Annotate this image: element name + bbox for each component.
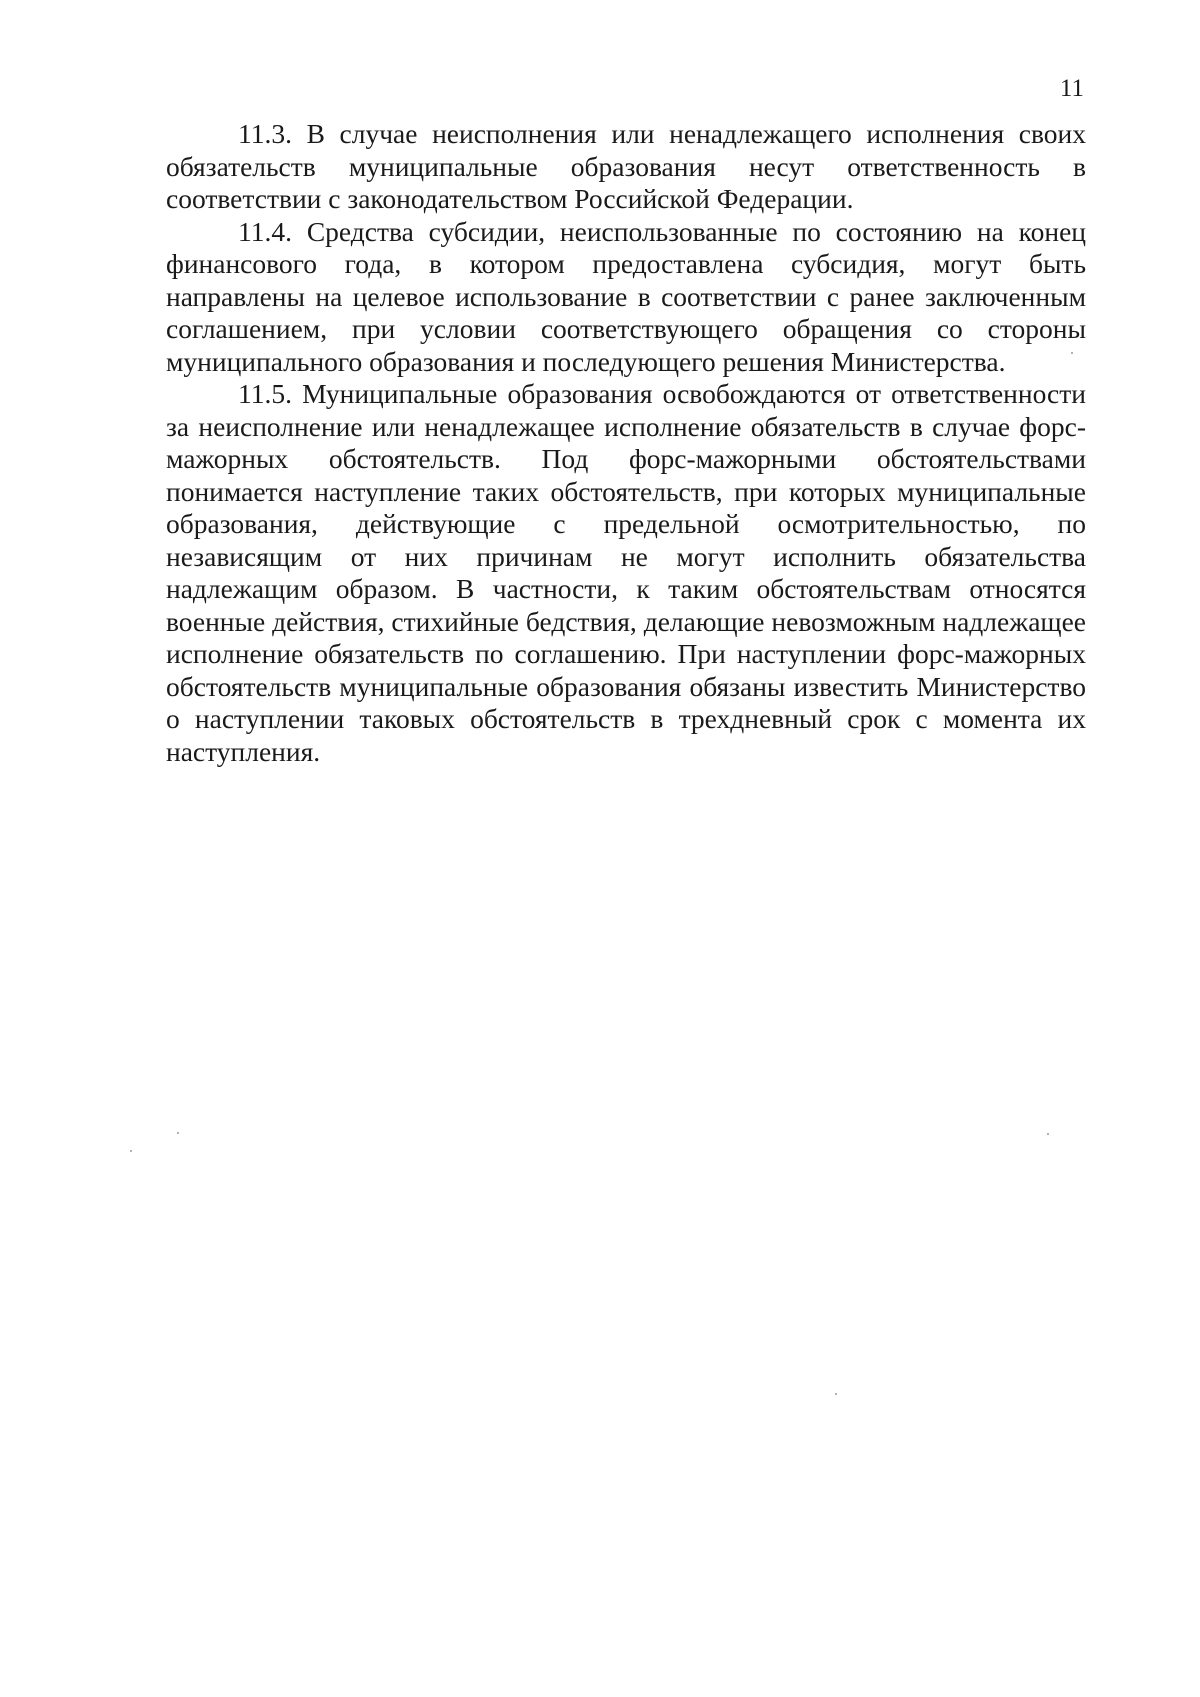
scan-speck bbox=[130, 1150, 132, 1152]
paragraph-11-5: 11.5. Муниципальные образования освобождаются от ответственности за неисполнение или ненадлежащее исполнение обязательств в случае форс-мажорных обстоятельств. Под форс-мажорными обстоятельствами понимается наступление таких обстоятельств, при которых муниципальные образования, действующие с предельной осмотрительностью, по независящим от них причинам не могут исполнить обязательства надлежащим образом. В частности, к таким обстоятельствам относятся военные действия, стихийные бедствия, делающие невозможным надлежащее исполнение обязательств по соглашению. При наступлении форс-мажорных обстоятельств муниципальные образования обязаны известить Министерство о наступлении таковых обстоятельств в трехдневный срок с момента их наступления. bbox=[166, 378, 1086, 767]
scan-speck bbox=[177, 1132, 179, 1134]
paragraph-11-3: 11.3. В случае неисполнения или ненадлежащего исполнения своих обязательств муниципальные образования несут ответственность в соответствии с законодательством Российской Федерации. bbox=[166, 118, 1086, 214]
paragraph-11-4: 11.4. Средства субсидии, неиспользованные по состоянию на конец финансового года, в котором предоставлена субсидия, могут быть направлены на целевое использование в соответствии с ранее заключенным соглашением, при условии соответствующего обращения со стороны муниципального образования и последующего решения Министерства. bbox=[166, 215, 1086, 377]
scan-speck bbox=[835, 1393, 837, 1395]
scan-speck bbox=[1047, 1133, 1049, 1135]
page-number: 11 bbox=[1059, 75, 1084, 102]
scan-speck bbox=[1071, 352, 1073, 354]
document-body bbox=[166, 118, 1086, 768]
